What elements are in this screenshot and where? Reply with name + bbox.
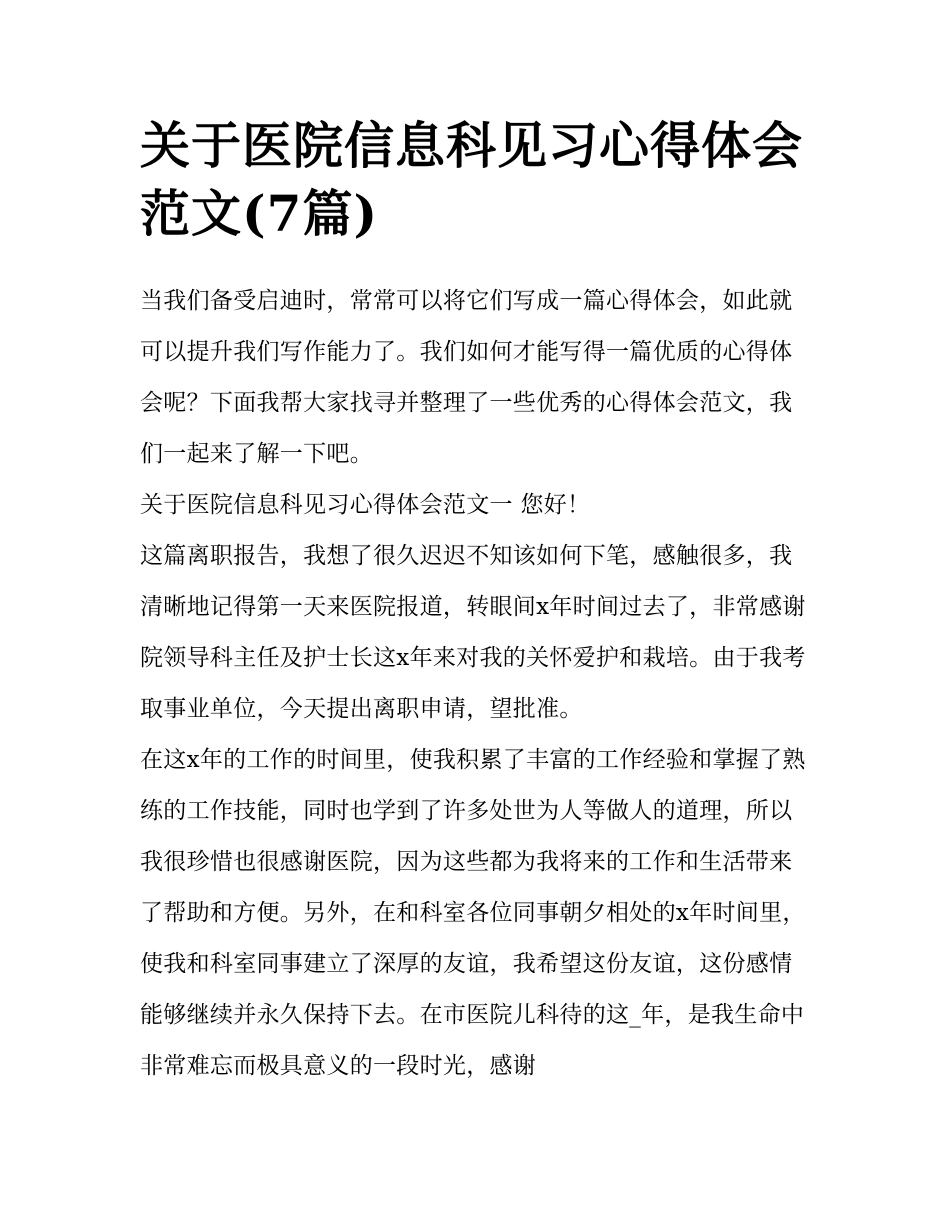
document-title: 关于医院信息科见习心得体会范文(7篇) [140,116,803,243]
document-body [140,276,815,1092]
paragraph-resignation: 这篇离职报告，我想了很久迟迟不知该如何下笔，感触很多，我清晰地记得第一天来医院报道，转眼间x年时间过去了，非常感谢院领导科主任及护士长这x年来对我的关怀爱护和栽培。由于我考取事业单位，今天提出离职申请，望批准。 [140,543,806,722]
paragraph-heading: 关于医院信息科见习心得体会范文一 您好！ [140,492,591,518]
paragraph-gratitude: 在这x年的工作的时间里，使我积累了丰富的工作经验和掌握了熟练的工作技能，同时也学到了许多处世为人等做人的道理，所以我很珍惜也很感谢医院，因为这些都为我将来的工作和生活带来了帮助和方便。另外，在和科室各位同事朝夕相处的x年时间里，使我和科室同事建立了深厚的友谊，我希望这份友谊，这份感情能够继续并永久保持下去。在市医院儿科待的这_年，是我生命中非常难忘而极具意义的一段时光，感谢 [140,747,806,1079]
paragraph-intro: 当我们备受启迪时，常常可以将它们写成一篇心得体会，如此就可以提升我们写作能力了。我们如何才能写得一篇优质的心得体会呢？下面我帮大家找寻并整理了一些优秀的心得体会范文，我们一起来了解一下吧。 [140,288,793,467]
